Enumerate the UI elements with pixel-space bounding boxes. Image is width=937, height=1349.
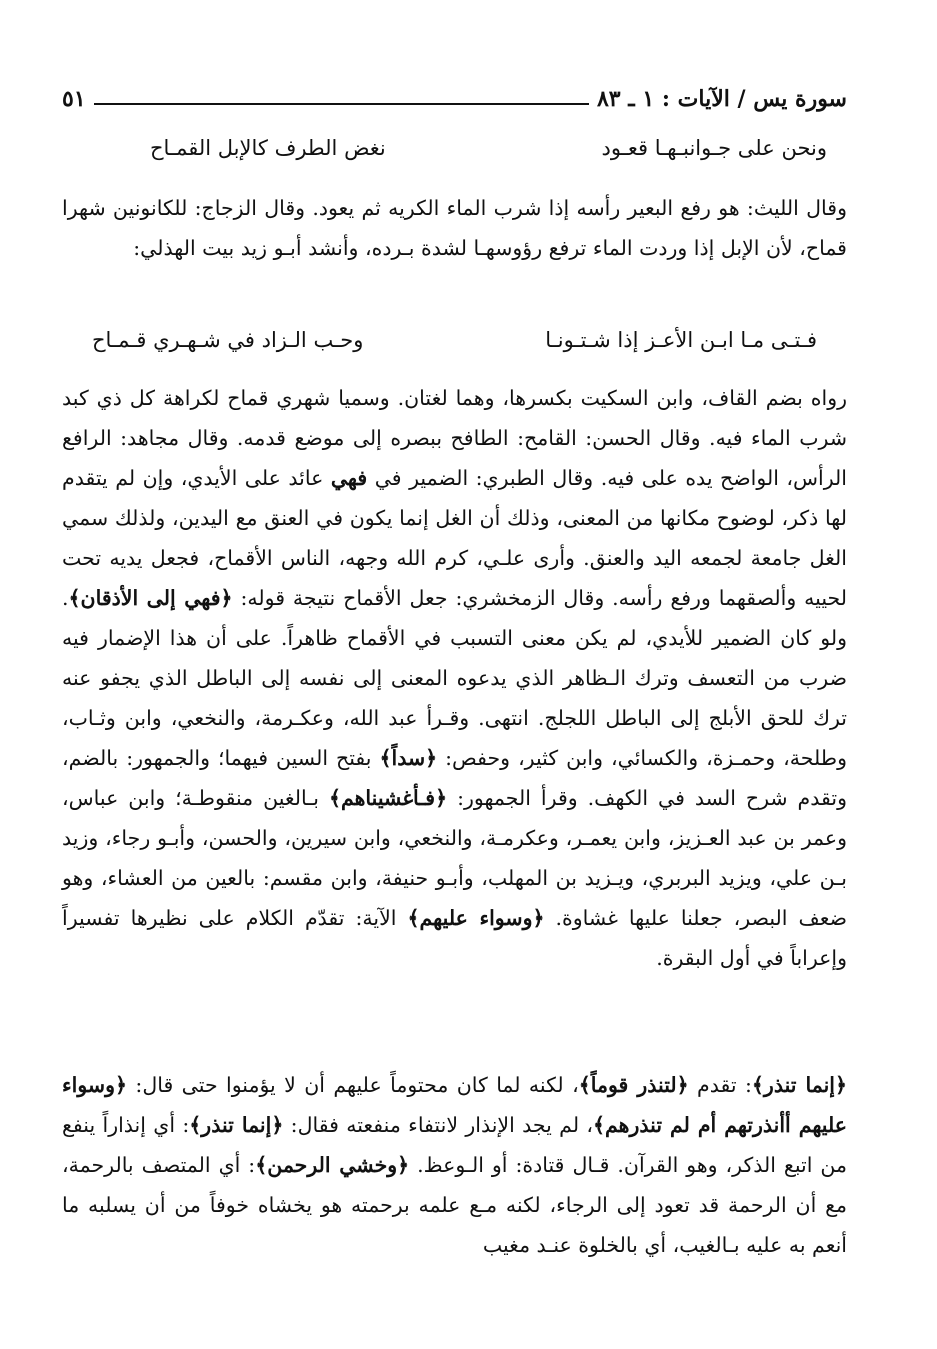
verse-2-first-hemistich: فـتـى مـا ابـن الأعـز إذا شـتـونـا	[545, 328, 817, 352]
text-run: ، لكنه لما كان محتوماً عليهم أن لا يؤمنوا حتى قال:	[127, 1073, 579, 1097]
verse-1-first-hemistich: ونحن على جـوانبـهـا قعـود	[601, 136, 827, 160]
quran-quote: ﴿لتنذر قوماً﴾	[578, 1073, 689, 1097]
poetry-verse-2	[92, 328, 817, 352]
verse-2-second-hemistich: وحـب الـزاد في شـهـري قـمـاح	[92, 328, 364, 352]
text-run: رواه بضم القاف، وابن السكيت بكسرها، وهما لغتان. وسميا شهري قماح لكراهة كل ذي كبد شرب الماء فيه. وقال الحسن: القامح: الطافح ببصره إلى موضع قدمه. وقال مجاهد: الرافع الرأس، الواضح يده على فيه. وقال الطبري: الضمير في	[62, 386, 847, 490]
paragraph-1: وقال الليث: هو رفع البعير رأسه إذا شرب الماء الكريه ثم يعود. وقال الزجاج: للكانونين شهرا قماح، لأن الإبل إذا وردت الماء ترفع رؤوسهـا لشدة بـرده، وأنشد أبـو زيد بيت الهذلي:	[62, 196, 847, 260]
text-run: ، لم يجد الإنذار لانتفاء منفعته فقال:	[283, 1113, 594, 1137]
text-run: : أي إنذاراً ينفع من اتبع الذكر، وهو القرآن. قـال قتادة: أو الـوعظ.	[62, 1113, 847, 1177]
quran-quote: ﴿إنما تنذر﴾	[751, 1073, 848, 1097]
quran-term: فهي	[330, 466, 368, 490]
quran-quote: ﴿إنما تنذر﴾	[189, 1113, 284, 1137]
page-number: ٥١	[62, 86, 86, 112]
quran-quote: ﴿وسواء عليهم﴾	[407, 906, 545, 930]
text-run: . ولو كان الضمير للأيدي، لم يكن معنى التسبب في الأقماح ظاهراً. على أن هذا الإضمار فيه ضرب من التعسف وترك الـظاهر الذي يدعوه المعنى إلى نفسه إلى الباطل الذي يجفو عنه ترك للحق الأبلج إلى الباطل اللجلج. انتهى. وقـرأ عبد الله، وعكـرمة، والنخعي، وابن وثـاب، وطلحة، وحمـزة، والكسائي، وابن كثير، وحفص:	[62, 586, 847, 770]
poetry-verse-1	[150, 136, 827, 160]
header-rule	[94, 103, 589, 105]
text-run: : أي المتصف بالرحمة، مع أن الرحمة قد تعود إلى الرجاء، لكنه مـع علمه برحمته هو يخشاه خوفاً من أن يسلبه ما أنعم به عليه بـالغيب، أي بالخلوة عنـد مغيب	[62, 1153, 847, 1257]
text-run: الآية: تقدّم الكلام على نظيرها تفسيراً وإعراباً في أول البقرة.	[62, 906, 847, 970]
quran-quote: ﴿فـأغشيناهم﴾	[328, 786, 448, 810]
quran-quote: ﴿وخشي الرحمن﴾	[255, 1153, 410, 1177]
surah-title: سورة يس / الآيات : ١ ـ ٨٣	[596, 86, 847, 112]
verse-1-second-hemistich: نغض الطرف كالإبل القمـاح	[150, 136, 386, 160]
page-header	[62, 78, 847, 112]
text-run: عائد على الأيدي، وإن لم يتقدم لها ذكر، لوضوح مكانها من المعنى، وذلك أن الغل إنما يكون في العنق مع اليدين، ولذلك سمي الغل جامعة لجمعه اليد والعنق. وأرى علـي، كرم الله وجهه، الناس الأقماح، فجعل يديه تحت لحييه وألصقهما ورفع رأسه. وقال الزمخشري: جعل الأقماح نتيجة قوله:	[62, 466, 847, 610]
paragraph-3	[62, 1065, 847, 1265]
text-run: بفتح السين فيهما؛ والجمهور: بالضم، وتقدم شرح السد في الكهف. وقرأ الجمهور:	[62, 746, 847, 810]
quran-quote: ﴿فهي إلى الأذقان﴾	[68, 586, 233, 610]
quran-quote: ﴿سداً﴾	[379, 746, 438, 770]
quran-quote: ﴿وسواء عليهم أأنذرتهم أم لم تنذرهم﴾	[62, 1073, 848, 1137]
paragraph-2	[62, 378, 847, 978]
text-run: بـالغين منقوطـة؛ وابن عباس، وعمر بن عبد العـزيز، وابن يعمـر، وعكرمـة، والنخعي، وابن سيرين، والحسن، وأبـو رجاء، وزيد بـن علي، ويزيد البربري، ويـزيد بن المهلب، وأبـو حنيفة، وابن مقسم: بالعين من العشاء، وهو ضعف البصر، جعلنا عليها غشاوة.	[62, 786, 848, 930]
text-run: : تقدم	[688, 1073, 752, 1097]
